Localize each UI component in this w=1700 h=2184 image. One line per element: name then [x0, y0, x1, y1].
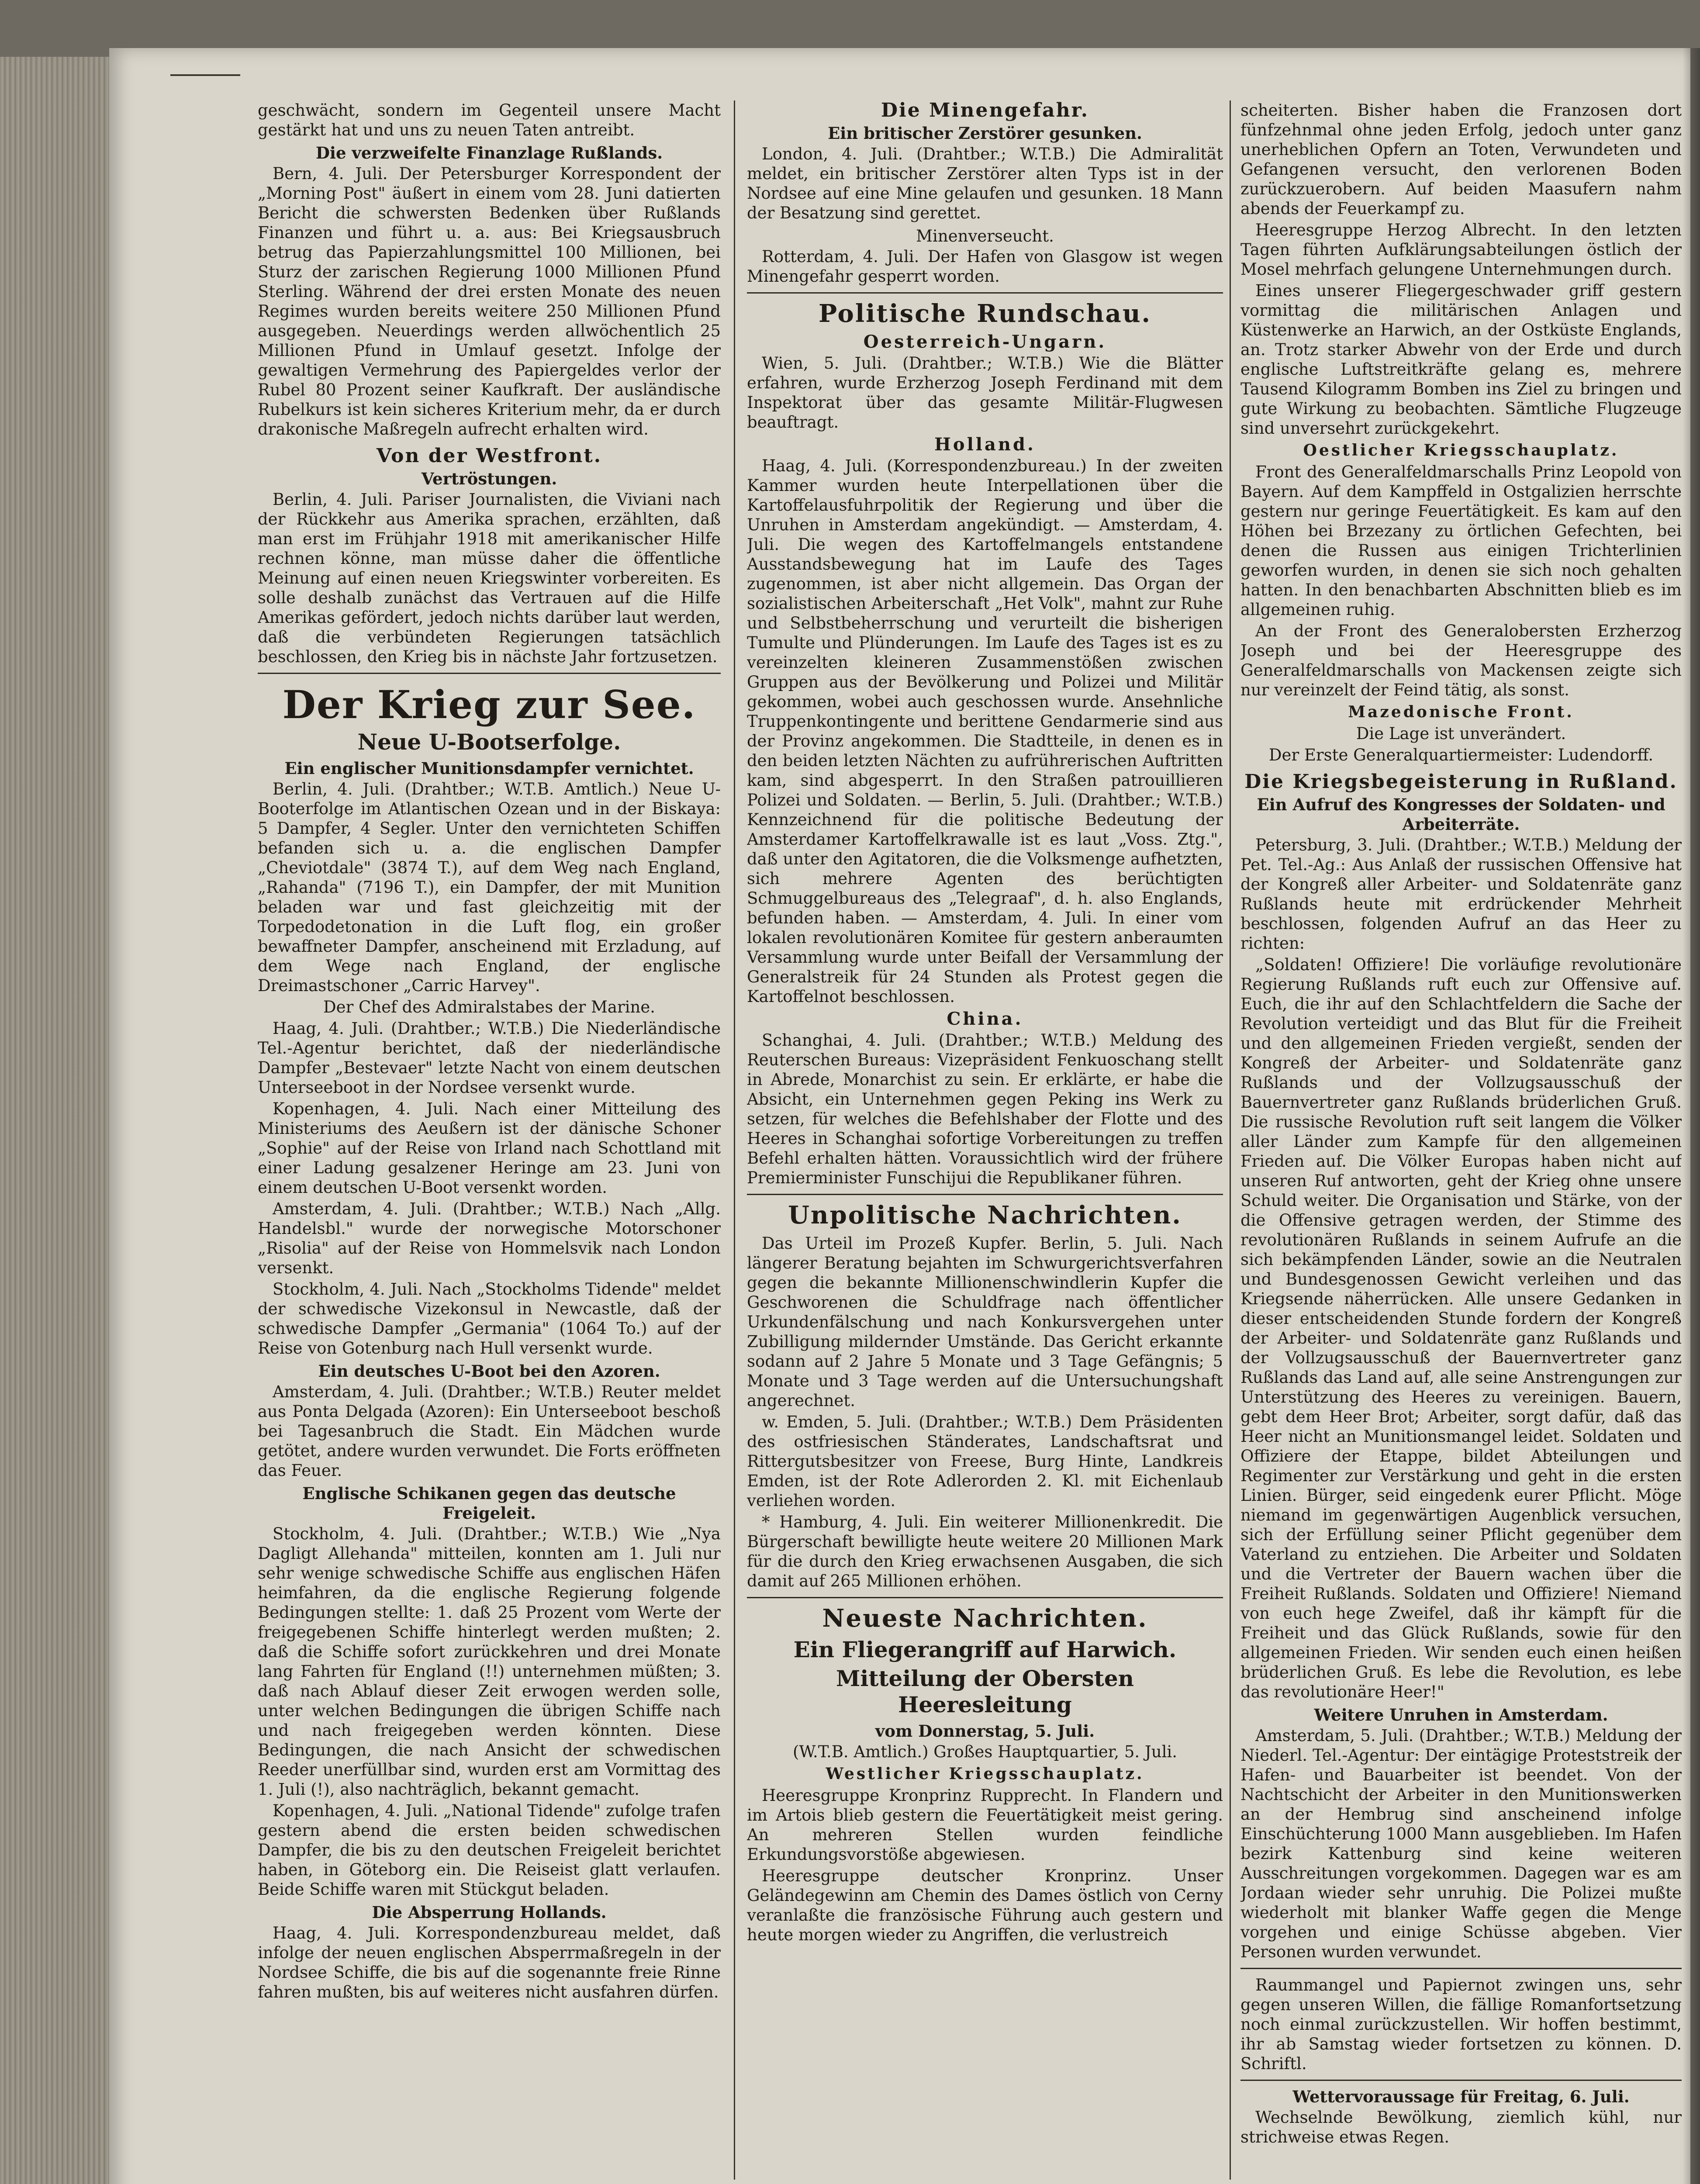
- headline-minenverseucht: Minenverseucht.: [916, 227, 1054, 245]
- section-heading-unpolitische-nachrichten: Unpolitische Nachrichten.: [788, 1201, 1182, 1230]
- headline-unruhen-amsterdam: Weitere Unruhen in Amsterdam.: [1314, 1705, 1608, 1724]
- article-text: Rotterdam, 4. Juli. Der Hafen von Glasgow ist wegen Minengefahr gesperrt worden.: [747, 247, 1223, 286]
- column-2: [747, 100, 1223, 2171]
- article-text: An der Front des Generalobersten Erzherzog Joseph und bei der Heeresgruppe des Generalfeldmarschalls von Mackensen zeigte sich nur vereinzelt der Feind tätig, als sonst.: [1240, 622, 1682, 699]
- article-text: Die Lage ist unverändert.: [1356, 724, 1566, 743]
- headline-holland: Holland.: [934, 434, 1036, 455]
- subheadline-aufruf: Ein Aufruf des Kongresses der Soldaten- und Arbeiterräte.: [1257, 795, 1665, 834]
- article-text: * Hamburg, 4. Juli. Ein weiterer Millionenkredit. Die Bürgerschaft bewilligte heute weitere 20 Millionen Mark für die durch den Krieg erwachsenen Ausgaben, die sich damit auf 265 Millionen erhöhen.: [747, 1513, 1223, 1590]
- headline-schikanen: Englische Schikanen gegen das deutsche Freigeleit.: [302, 1484, 676, 1523]
- article-text: Amsterdam, 5. Juli. (Drahtber.; W.T.B.) Meldung der Niederl. Tel.-Agentur: Der eintägige Proteststreik der Hafen- und Bauarbeiter ist beendet. Von der Nachtschicht der Arbeiter in den Munitionswerken an der Hembrug sind anscheinend infolge Einschüchterung 1000 Mann ausgeblieben. Im Hafen bezirk Kattenburg sind keine weiteren Ausschreitungen vorgekommen. Dagegen war es am Jordaan wieder sehr unruhig. Die Polizei mußte wiederholt mit blanker Waffe gegen die Menge vorgehen und einige Schüsse abgeben. Vier Personen wurden verwundet.: [1240, 1726, 1682, 1961]
- article-signature: Der Chef des Admiralstabes der Marine.: [323, 998, 655, 1016]
- headline-china: China.: [947, 1009, 1023, 1029]
- article-text: Petersburg, 3. Juli. (Drahtber.; W.T.B.) Meldung der Pet. Tel.-Ag.: Aus Anlaß der russischen Offensive hat der Kongreß aller Arbeiter- und Soldatenräte ganz Rußlands heute mit erdrückender Mehrheit beschlossen, folgenden Aufruf an das Heer zu richten:: [1240, 836, 1682, 953]
- article-signature: Der Erste Generalquartiermeister: Ludendorff.: [1268, 746, 1654, 764]
- book-page-edges: [0, 57, 114, 2184]
- article-text: Berlin, 4. Juli. (Drahtber.; W.T.B. Amtlich.) Neue U-Booterfolge im Atlantischen Ozean und in der Biskaya: 5 Dampfer, 4 Segler. Unter den vernichteten Schiffen befanden sich u. a. die englischen Dampfer „Cheviotdale" (3874 T.), auf dem Weg nach England, „Rahanda" (7196 T.), ein Dampfer, der mit Munition beladen war und fast gleichzeitig mit der Torpedodetonation in die Luft flog, ein großer bewaffneter Dampfer, anscheinend mit Erzladung, auf dem Wege nach England, der englische Dreimastschoner „Carric Harvey".: [258, 780, 721, 995]
- article-text: (W.T.B. Amtlich.) Großes Hauptquartier, 5. Juli.: [792, 1742, 1178, 1761]
- section-heading-krieg-zur-see: Der Krieg zur See.: [282, 682, 696, 727]
- headline-mazedonische-front: Mazedonische Front.: [1348, 703, 1574, 721]
- headline-westlicher-kriegsschauplatz: Westlicher Kriegsschauplatz.: [826, 1765, 1144, 1783]
- divider: [1240, 1968, 1682, 1969]
- article-text: Amsterdam, 4. Juli. (Drahtber.; W.T.B.) Nach „Allg. Handelsbl." wurde der norwegische Motorschoner „Risolia" auf der Reise von Hommelsvik nach London versenkt.: [258, 1199, 721, 1277]
- article-text: London, 4. Juli. (Drahtber.; W.T.B.) Die Admiralität meldet, ein britischer Zerstörer alten Typs ist in der Nordsee auf eine Mine gelaufen und gesunken. 18 Mann der Besatzung sind gerettet.: [747, 145, 1223, 222]
- editorial-note: Raummangel und Papiernot zwingen uns, sehr gegen unseren Willen, die fällige Romanfortsetzung noch einmal zurückzustellen. Wir hoffen bestimmt, ihr ab Samstag wieder fortsetzen zu können. D. Schriftl.: [1240, 1976, 1682, 2073]
- headline-finanzlage: Die verzweifelte Finanzlage Rußlands.: [315, 143, 663, 162]
- article-text: Kopenhagen, 4. Juli. Nach einer Mitteilung des Ministeriums des Aeußern ist der dänische Schoner „Sophie" auf der Reise von Irland nach Schottland mit einer Ladung gesalzener Heringe am 23. Juni von einem deutschen U-Boot versenkt worden.: [258, 1099, 721, 1197]
- article-text: Schanghai, 4. Juli. (Drahtber.; W.T.B.) Meldung des Reuterschen Bureaus: Vizepräsident Fenkuoschang stellt in Abrede, Monarchist zu sein. Er erklärte, er habe die Absicht, ein Unternehmen gegen Peking ins Werk zu setzen, für welches die Befehlshaber der Flotte und des Heeres in Schanghai sofortige Vorbereitungen zu treffen Befehl erhalten hätten. Voraussichtlich wird der frühere Premierminister Funschijui die Republikaner führen.: [747, 1031, 1223, 1187]
- column-rule-1: [734, 100, 735, 2180]
- column-3: [1240, 100, 1682, 2171]
- article-text: Berlin, 4. Juli. Pariser Journalisten, die Viviani nach der Rückkehr aus Amerika sprachen, erzählten, daß man erst im Frühjahr 1918 mit amerikanischer Hilfe rechnen könne, man müsse daher die öffentliche Meinung auf einen neuen Kriegswinter vorbereiten. Es solle deshalb zunächst das Vertrauen auf die Hilfe Amerikas gefördert, jedoch nichts darüber laut werden, daß die verbündeten Regierungen tatsächlich beschlossen, den Krieg bis in nächste Jahr fortzusetzen.: [258, 490, 721, 666]
- divider: [747, 292, 1223, 294]
- divider: [258, 673, 721, 674]
- section-heading-neueste-nachrichten: Neueste Nachrichten.: [822, 1604, 1148, 1633]
- divider: [1240, 2080, 1682, 2081]
- article-text: Bern, 4. Juli. Der Petersburger Korrespondent der „Morning Post" äußert in einem vom 28. Juni datierten Bericht die schwersten Bedenken über Rußlands Finanzen und führt u. a. aus: Bei Kriegsausbruch betrug das Papierzahlungsmittel 100 Millionen, bei Sturz der zarischen Regierung 1000 Millionen Pfund Sterling. Während der drei ersten Monate des neuen Regimes wurden bereits weitere 250 Millionen Pfund ausgegeben. Neuerdings werden allwöchentlich 25 Millionen Pfund in Umlauf gesetzt. Infolge der gewaltigen Vermehrung des Papiergeldes verlor der Rubel 80 Prozent seiner Kaufkraft. Der ausländische Rubelkurs ist kein sicheres Kriterium mehr, da er durch drakonische Maßregeln aufrecht erhalten wird.: [258, 164, 721, 439]
- headline-oesterreich-ungarn: Oesterreich-Ungarn.: [863, 332, 1107, 352]
- article-text: Front des Generalfeldmarschalls Prinz Leopold von Bayern. Auf dem Kampffeld in Ostgalizien herrschte gestern nur geringe Feuertätigkeit. Es kam auf den Höhen bei Brzezany zu örtlichen Gefechten, bei denen die Russen aus einigen Trichterlinien geworfen wurden, in denen sie sich noch gehalten hatten. In den benachbarten Abschnitten blieb es im allgemeinen ruhig.: [1240, 463, 1682, 619]
- column-1: [258, 100, 721, 2171]
- article-text: Eines unserer Fliegergeschwader griff gestern vormittag die militärischen Anlagen und Küstenwerke an Harwich, an der Ostküste Englands, an. Trotz starker Abwehr von der Erde und durch englische Luftstreitkräfte gelang es, mehrere Tausend Kilogramm Bomben ins Ziel zu bringen und gute Wirkung zu beobachten. Sämtliche Flugzeuge sind unversehrt zurückgekehrt.: [1240, 281, 1682, 438]
- weather-text: Wechselnde Bewölkung, ziemlich kühl, nur strichweise etwas Regen.: [1240, 2108, 1682, 2146]
- subheadline-munitionsdampfer: Ein englischer Munitionsdampfer vernichtet.: [284, 759, 694, 778]
- page-fold-shadow: [1683, 48, 1700, 2184]
- headline-minengefahr: Die Minengefahr.: [881, 100, 1089, 121]
- headline-fliegerangriff: Ein Fliegerangriff auf Harwich.: [793, 1637, 1177, 1662]
- dateline-donnerstag: vom Donnerstag, 5. Juli.: [875, 1721, 1095, 1741]
- headline-u-bootserfolge: Neue U-Bootserfolge.: [357, 729, 621, 755]
- headline-oestlicher-kriegsschauplatz: Oestlicher Kriegsschauplatz.: [1303, 441, 1619, 460]
- headline-heeresleitung: Mitteilung der Obersten Heeresleitung: [836, 1666, 1134, 1717]
- headline-wettervoraussage: Wettervoraussage für Freitag, 6. Juli.: [1292, 2087, 1630, 2106]
- article-text: Heeresgruppe deutscher Kronprinz. Unser Geländegewinn am Chemin des Dames östlich von Cerny veranlaßte die französische Führung auch gestern und heute morgen wieder zu Angriffen, die verlustreich: [747, 1866, 1223, 1944]
- article-text: geschwächt, sondern im Gegenteil unsere Macht gestärkt hat und uns zu neuen Taten antreibt.: [258, 101, 721, 139]
- section-heading-westfront: Von der Westfront.: [376, 445, 602, 467]
- article-text: Haag, 4. Juli. Korrespondenzbureau meldet, daß infolge der neuen englischen Absperrmaßregeln in der Nordsee Schiffe, die bis auf die sogenannte freie Rinne fahren mußten, bis auf weiteres nicht ausfahren dürfen.: [258, 1924, 721, 2001]
- article-text: Stockholm, 4. Juli. Nach „Stockholms Tidende" meldet der schwedische Vizekonsul in Newcastle, daß der schwedische Dampfer „Germania" (1064 To.) auf der Reise von Gotenburg nach Hull versenkt wurde.: [258, 1280, 721, 1358]
- article-text: „Soldaten! Offiziere! Die vorläufige revolutionäre Regierung Rußlands ruft euch zur Offensive auf. Euch, die ihr auf den Schlachtfeldern die Sache der Revolution verteidigt und das Blut für die Freiheit und den allgemeinen Frieden vergießt, senden der Kongreß der Arbeiter- und Soldatenräte ganz Rußlands und der Vollzugsausschuß der Bauernvertreter ganz Rußlands brüderlichen Gruß. Die russische Revolution ruft seit langem die Völker aller Länder zum Kampfe für den allgemeinen Frieden auf. Die Völker Europas haben nicht auf unseren Ruf antworten, geht der Krieg ohne unsere Schuld weiter. Die Organisation und Stärke, von der die Offensive getragen werden, der Stimme des revolutionären Rußlands in seinem Aufrufe an die sich bekämpfenden Länder, sowie an die Neutralen und Bundesgenossen Gewicht verleihen und das Kriegsende näherrücken. Alle unsere Gedanken in dieser entscheidenden Stunde fordern der Kongreß der Arbeiter- und Soldatenräte ganz Rußlands und der Vollzugsausschuß der Bauernvertreter ganz Rußlands das Land auf, alle seine Anstrengungen zur Unterstützung des Heeres zu vereinigen. Bauern, gebt dem Heer Brot; Arbeiter, sorgt dafür, daß das Heer nicht an Munitionsmangel leidet. Soldaten und Offiziere der Etappe, bildet Abteilungen und Regimenter zur Verstärkung und geht in die ersten Linien. Bürger, seid eingedenk eurer Pflicht. Möge niemand im gegenwärtigen Augenblick versuchen, sich der Erfüllung seiner Pflicht gegenüber dem Vaterland zu entziehen. Die Arbeiter und Soldaten und die Vertreter der Bauern wachen über die Freiheit Rußlands. Soldaten und Offiziere! Niemand von euch hege Zweifel, daß ihr kämpft für die Freiheit und das Glück Rußlands, sowie für den allgemeinen Frieden. Wir senden euch einen heißen brüderlichen Gruß. Es lebe die Revolution, es lebe das revolutionäre Heer!": [1240, 955, 1682, 1701]
- page-top-mark: [170, 74, 240, 80]
- section-heading-politische-rundschau: Politische Rundschau.: [818, 299, 1152, 328]
- article-text: Kopenhagen, 4. Juli. „National Tidende" zufolge trafen gestern abend die ersten beiden schwedischen Dampfer, die bis zu den deutschen Freigeleit berichtet haben, in Göteborg ein. Die Reiseist glatt verlaufen. Beide Schiffe waren mit Stückgut beladen.: [258, 1801, 721, 1899]
- article-text: Heeresgruppe Herzog Albrecht. In den letzten Tagen führten Aufklärungsabteilungen östlich der Mosel mehrfach gelungene Unternehmungen durch.: [1240, 221, 1682, 279]
- headline-vertroestungen: Vertröstungen.: [421, 469, 557, 488]
- article-text: scheiterten. Bisher haben die Franzosen dort fünfzehnmal ohne jeden Erfolg, jedoch unter ganz unerheblichen Opfern an Toten, Verwundeten und Gefangenen versucht, den verlorenen Boden zurückzuerobern. Auf beiden Maasufern nahm abends der Feuerkampf zu.: [1240, 101, 1682, 218]
- column-rule-2: [1230, 100, 1231, 2180]
- headline-absperrung: Die Absperrung Hollands.: [372, 1903, 607, 1922]
- article-text: Stockholm, 4. Juli. (Drahtber.; W.T.B.) Wie „Nya Dagligt Allehanda" mitteilen, konnten am 1. Juli nur sehr wenige schwedische Schiffe aus englischen Häfen heimfahren, da die englische Regierung folgende Bedingungen stellte: 1. daß 25 Prozent vom Werte der freigegebenen Schiffe hinterlegt werden mußten; 2. daß die Schiffe sofort zurückkehren und drei Monate lang Fahrten für England (!!) unternehmen müßten; 3. daß nach Ablauf dieser Zeit erwogen werden solle, unter welchen Bedingungen die übrigen Schiffe nach und nach freigegeben werden könnten. Diese Bedingungen, die nach Ansicht der schwedischen Reeder unerfüllbar sind, wurden erst am Vormittag des 1. Juli (!), also nachträglich, bekannt gemacht.: [258, 1524, 721, 1799]
- article-text: w. Emden, 5. Juli. (Drahtber.; W.T.B.) Dem Präsidenten des ostfriesischen Ständerates, Landschaftsrat und Rittergutsbesitzer von Freese, Burg Hinte, Landkreis Emden, ist der Rote Adlerorden 2. Kl. mit Eichenlaub verliehen worden.: [747, 1413, 1223, 1510]
- article-text: Heeresgruppe Kronprinz Rupprecht. In Flandern und im Artois blieb gestern die Feuertätigkeit meist gering. An mehreren Stellen wurden feindliche Erkundungsvorstöße abgewiesen.: [747, 1786, 1223, 1864]
- subheadline-zerstoerer: Ein britischer Zerstörer gesunken.: [828, 124, 1142, 143]
- divider: [747, 1194, 1223, 1195]
- article-text: Haag, 4. Juli. (Drahtber.; W.T.B.) Die Niederländische Tel.-Agentur berichtet, daß der niederländische Dampfer „Bestevaer" letzte Nacht von einem deutschen Unterseeboot in der Nordsee versenkt wurde.: [258, 1019, 721, 1097]
- article-text: Amsterdam, 4. Juli. (Drahtber.; W.T.B.) Reuter meldet aus Ponta Delgada (Azoren): Ein Unterseeboot beschoß bei Tagesanbruch die Stadt. Ein Mädchen wurde getötet, andere wurden verwundet. Die Forts eröffneten das Feuer.: [258, 1382, 721, 1480]
- article-text: Haag, 4. Juli. (Korrespondenzbureau.) In der zweiten Kammer wurden heute Interpellationen über die Kartoffelausfuhrpolitik der Regierung und über die Unruhen in Amsterdam angekündigt. — Amsterdam, 4. Juli. Die wegen des Kartoffelmangels entstandene Ausstandsbewegung hat im Laufe des Tages zugenommen, ist aber nicht allgemein. Das Organ der sozialistischen Arbeiterschaft „Het Volk", mahnt zur Ruhe und Selbstbeherrschung und verurteilt die bisherigen Tumulte und Plünderungen. Im Laufe des Tages ist es zu vereinzelten kleineren Zusammenstößen zwischen Gruppen aus der Bevölkerung und Polizei und Militär gekommen, wobei auch geschossen wurde. Ansehnliche Truppenkontingente und berittene Gendarmerie sind aus der Provinz angekommen. Die Stadtteile, in denen es in den beiden letzten Nächten zu aufrührerischen Auftritten kam, sind abgesperrt. In den Straßen patrouillieren Polizei und Soldaten. — Berlin, 5. Juli. (Drahtber.; W.T.B.) Kennzeichnend für die politische Bedeutung der Amsterdamer Kartoffelkrawalle ist es laut „Voss. Ztg.", daß unter den Agitatoren, die die Volksmenge aufhetzten, sich mehrere Agenten des berüchtigten Schmuggelbureaus des „Telegraaf", d. h. also Englands, befunden haben. — Amsterdam, 4. Juli. In einer vom lokalen revolutionären Komitee für gestern anberaumten Versammlung wurde unter Beifall der Versammlung der Generalstreik für 24 Stunden als Protest gegen die Kartoffelnot beschlossen.: [747, 456, 1223, 1006]
- headline-kriegsbegeisterung: Die Kriegsbegeisterung in Rußland.: [1244, 771, 1678, 793]
- divider: [747, 1597, 1223, 1598]
- article-text: Das Urteil im Prozeß Kupfer. Berlin, 5. Juli. Nach längerer Beratung bejahten im Schwurgerichtsverfahren gegen die bekannte Millionenschwindlerin Kupfer die Geschworenen die Schuldfrage nach öffentlicher Urkundenfälschung und nach Konkursvergehen unter Zubilligung mildernder Umstände. Das Gericht erkannte sodann auf 2 Jahre 5 Monate und 3 Tage Gefängnis; 5 Monate und 3 Tage werden auf die Untersuchungshaft angerechnet.: [747, 1234, 1223, 1410]
- article-text: Wien, 5. Juli. (Drahtber.; W.T.B.) Wie die Blätter erfahren, wurde Erzherzog Joseph Ferdinand mit dem Inspektorat über das gesamte Militär-Flugwesen beauftragt.: [747, 354, 1223, 432]
- headline-azoren: Ein deutsches U-Boot bei den Azoren.: [318, 1362, 660, 1381]
